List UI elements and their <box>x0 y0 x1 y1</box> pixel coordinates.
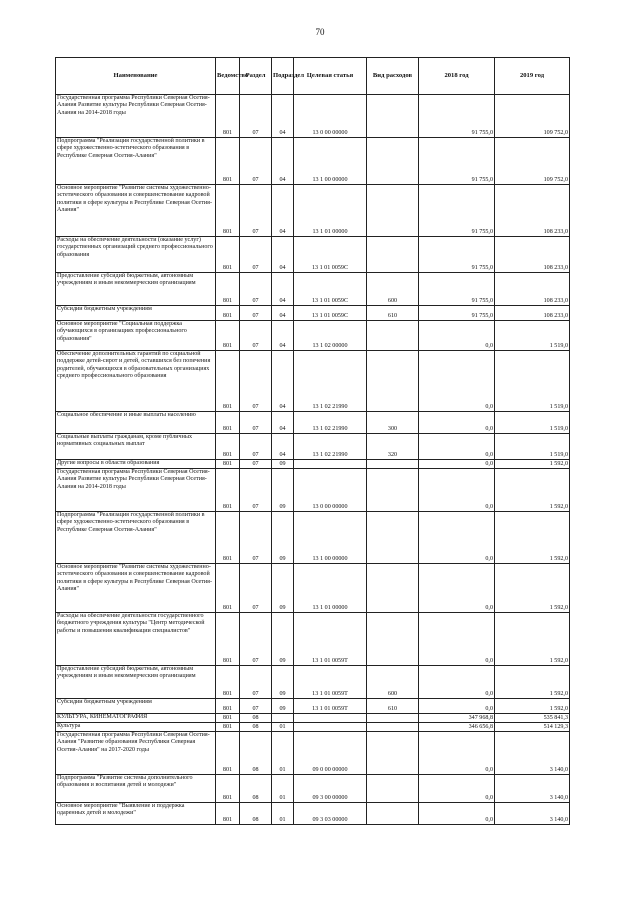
row-2018: 0,0 <box>419 803 495 825</box>
row-2019: 1 592,0 <box>495 699 570 714</box>
row-ved: 801 <box>216 732 240 775</box>
row-cs: 13 1 02 21990 <box>294 434 367 460</box>
row-name: Основное мероприятие "Развитие системы художественно-эстетического образования и совершенствование кадровой политики в сфере культуры в Республике Северная Осетия-Алания" <box>56 185 216 237</box>
row-podrazdel: 09 <box>272 564 294 613</box>
row-name: Предоставление субсидий бюджетным, автономным учреждениям и иным некоммерческим организациям <box>56 666 216 699</box>
row-cs: 13 0 00 00000 <box>294 95 367 138</box>
table-row <box>56 95 570 138</box>
row-vr: 610 <box>367 306 419 321</box>
row-ved: 801 <box>216 613 240 666</box>
row-razdel: 08 <box>240 803 272 825</box>
header-name: Наименование <box>56 58 216 95</box>
row-2018: 91 755,0 <box>419 237 495 273</box>
row-name: Расходы на обеспечение деятельности государственного бюджетного учреждения культуры "Центр методической работы и повышения квалификации специалистов" <box>56 613 216 666</box>
row-2018: 91 755,0 <box>419 273 495 306</box>
row-vr: 600 <box>367 666 419 699</box>
row-ved: 801 <box>216 138 240 185</box>
row-razdel: 07 <box>240 412 272 434</box>
row-2018: 0,0 <box>419 613 495 666</box>
row-name: КУЛЬТУРА, КИНЕМАТОГРАФИЯ <box>56 714 216 723</box>
row-2018: 0,0 <box>419 732 495 775</box>
row-razdel: 07 <box>240 351 272 412</box>
row-razdel: 07 <box>240 185 272 237</box>
row-name: Основное мероприятие "Выявление и поддержка одаренных детей и молодежи" <box>56 803 216 825</box>
row-cs: 09 3 00 00000 <box>294 775 367 803</box>
row-2018: 91 755,0 <box>419 185 495 237</box>
row-cs: 13 0 00 00000 <box>294 469 367 512</box>
row-2018: 0,0 <box>419 321 495 351</box>
table-row <box>56 306 570 321</box>
row-2018: 347 968,8 <box>419 714 495 723</box>
row-vr <box>367 723 419 732</box>
row-2018: 0,0 <box>419 775 495 803</box>
row-razdel: 08 <box>240 723 272 732</box>
header-2018: 2018 год <box>419 58 495 95</box>
row-podrazdel: 09 <box>272 469 294 512</box>
row-ved: 801 <box>216 434 240 460</box>
row-2019: 1 519,0 <box>495 321 570 351</box>
row-2019: 535 841,3 <box>495 714 570 723</box>
table-row <box>56 564 570 613</box>
row-vr <box>367 460 419 469</box>
table-row <box>56 351 570 412</box>
row-name: Основное мероприятие "Социальная поддержка обучающихся в организациях профессионального образования" <box>56 321 216 351</box>
row-vr: 300 <box>367 412 419 434</box>
row-vr: 320 <box>367 434 419 460</box>
row-name: Расходы на обеспечение деятельности (оказание услуг) государственных организаций среднего профессионального образования <box>56 237 216 273</box>
row-2019: 1 592,0 <box>495 460 570 469</box>
row-2019: 109 752,0 <box>495 138 570 185</box>
row-cs <box>294 460 367 469</box>
row-podrazdel: 04 <box>272 412 294 434</box>
row-cs: 13 1 01 0059С <box>294 237 367 273</box>
row-razdel: 07 <box>240 273 272 306</box>
header-vr: Вид расходов <box>367 58 419 95</box>
row-ved: 801 <box>216 306 240 321</box>
row-ved: 801 <box>216 512 240 564</box>
row-2018: 91 755,0 <box>419 95 495 138</box>
table-body <box>56 95 570 825</box>
row-2019: 3 140,0 <box>495 803 570 825</box>
header-podrazdel: Подраздел <box>272 58 294 95</box>
row-cs: 13 1 00 00000 <box>294 138 367 185</box>
row-podrazdel: 01 <box>272 775 294 803</box>
row-podrazdel: 04 <box>272 434 294 460</box>
row-2019: 1 592,0 <box>495 613 570 666</box>
row-podrazdel: 09 <box>272 460 294 469</box>
row-ved: 801 <box>216 351 240 412</box>
row-name: Обеспечение дополнительных гарантий по социальной поддержке детей-сирот и детей, оставшихся без попечения родителей, обучающихся в образовательных организациях среднего профессионального образования <box>56 351 216 412</box>
row-ved: 801 <box>216 412 240 434</box>
row-ved: 801 <box>216 185 240 237</box>
row-vr <box>367 351 419 412</box>
row-vr <box>367 732 419 775</box>
row-vr <box>367 512 419 564</box>
row-name: Социальные выплаты гражданам, кроме публичных нормативных социальных выплат <box>56 434 216 460</box>
row-vr <box>367 95 419 138</box>
row-cs: 13 1 01 0059С <box>294 273 367 306</box>
row-vr <box>367 613 419 666</box>
row-2019: 108 233,0 <box>495 273 570 306</box>
row-2018: 91 755,0 <box>419 138 495 185</box>
row-ved: 801 <box>216 699 240 714</box>
row-vr: 610 <box>367 699 419 714</box>
row-ved: 801 <box>216 460 240 469</box>
row-ved: 801 <box>216 564 240 613</box>
row-2019: 1 519,0 <box>495 412 570 434</box>
row-ved: 801 <box>216 714 240 723</box>
row-cs: 13 1 01 00000 <box>294 564 367 613</box>
row-name: Подпрограмма "Развитие системы дополнительного образования и воспитания детей и молодежи" <box>56 775 216 803</box>
row-name: Субсидии бюджетным учреждениям <box>56 306 216 321</box>
table-row <box>56 666 570 699</box>
row-razdel: 07 <box>240 666 272 699</box>
row-vr <box>367 775 419 803</box>
table-row <box>56 775 570 803</box>
row-ved: 801 <box>216 666 240 699</box>
table-row <box>56 321 570 351</box>
row-vr <box>367 321 419 351</box>
row-2019: 108 233,0 <box>495 237 570 273</box>
row-razdel: 07 <box>240 434 272 460</box>
row-name: Субсидии бюджетным учреждениям <box>56 699 216 714</box>
row-cs: 13 1 01 0059Т <box>294 613 367 666</box>
table-row <box>56 714 570 723</box>
row-vr <box>367 237 419 273</box>
row-name: Подпрограмма "Реализация государственной политики в сфере художественно-эстетического образования в Республике Северная Осетия-Алания" <box>56 138 216 185</box>
table-row <box>56 803 570 825</box>
row-podrazdel: 04 <box>272 95 294 138</box>
row-2018: 0,0 <box>419 666 495 699</box>
row-podrazdel: 04 <box>272 273 294 306</box>
row-vr <box>367 138 419 185</box>
row-2019: 1 519,0 <box>495 351 570 412</box>
row-2018: 91 755,0 <box>419 306 495 321</box>
row-podrazdel: 01 <box>272 803 294 825</box>
row-razdel: 07 <box>240 95 272 138</box>
row-ved: 801 <box>216 803 240 825</box>
row-2019: 3 140,0 <box>495 732 570 775</box>
row-vr <box>367 564 419 613</box>
row-ved: 801 <box>216 95 240 138</box>
row-razdel: 07 <box>240 512 272 564</box>
row-name: Предоставление субсидий бюджетным, автономным учреждениям и иным некоммерческим организациям <box>56 273 216 306</box>
row-podrazdel: 04 <box>272 321 294 351</box>
budget-table <box>55 57 570 825</box>
row-vr <box>367 803 419 825</box>
table-row <box>56 237 570 273</box>
table-header-row <box>56 58 570 95</box>
row-vr: 600 <box>367 273 419 306</box>
row-name: Государственная программа Республики Северная Осетия-Алания Развитие культуры Республики Северная Осетия-Алания на 2014-2018 годы <box>56 95 216 138</box>
row-2018: 0,0 <box>419 351 495 412</box>
row-2019: 108 233,0 <box>495 306 570 321</box>
row-razdel: 07 <box>240 699 272 714</box>
table-row <box>56 699 570 714</box>
header-ved: Ведомство <box>216 58 240 95</box>
table-row <box>56 723 570 732</box>
row-vr <box>367 185 419 237</box>
row-2018: 0,0 <box>419 564 495 613</box>
row-name: Государственная программа Республики Северная Осетия-Алания Развитие культуры Республики Северная Осетия-Алания на 2014-2018 годы <box>56 469 216 512</box>
row-cs: 13 1 00 00000 <box>294 512 367 564</box>
row-podrazdel: 09 <box>272 512 294 564</box>
row-razdel: 07 <box>240 306 272 321</box>
table-row <box>56 434 570 460</box>
row-razdel: 07 <box>240 564 272 613</box>
row-podrazdel: 04 <box>272 138 294 185</box>
row-2019: 108 233,0 <box>495 185 570 237</box>
row-2018: 346 656,8 <box>419 723 495 732</box>
row-cs: 13 1 02 21990 <box>294 351 367 412</box>
row-razdel: 07 <box>240 460 272 469</box>
table-row <box>56 512 570 564</box>
row-podrazdel: 04 <box>272 185 294 237</box>
row-ved: 801 <box>216 237 240 273</box>
row-razdel: 07 <box>240 469 272 512</box>
row-podrazdel: 04 <box>272 306 294 321</box>
table-row <box>56 412 570 434</box>
row-cs <box>294 723 367 732</box>
row-razdel: 08 <box>240 714 272 723</box>
row-cs: 13 1 01 0059С <box>294 306 367 321</box>
row-2019: 1 592,0 <box>495 512 570 564</box>
row-cs: 13 1 02 00000 <box>294 321 367 351</box>
row-podrazdel: 01 <box>272 732 294 775</box>
header-cs: Целевая статья <box>294 58 367 95</box>
row-2018: 0,0 <box>419 412 495 434</box>
row-podrazdel: 09 <box>272 699 294 714</box>
page-number: 70 <box>315 27 325 37</box>
row-vr <box>367 714 419 723</box>
row-2019: 514 129,3 <box>495 723 570 732</box>
row-cs: 09 0 00 00000 <box>294 732 367 775</box>
row-podrazdel: 04 <box>272 351 294 412</box>
row-2019: 1 519,0 <box>495 434 570 460</box>
row-name: Подпрограмма "Реализация государственной политики в сфере художественно-эстетического образования в Республике Северная Осетия-Алания" <box>56 512 216 564</box>
row-razdel: 07 <box>240 613 272 666</box>
table-row <box>56 613 570 666</box>
row-cs: 13 1 01 0059Т <box>294 666 367 699</box>
row-2018: 0,0 <box>419 512 495 564</box>
row-vr <box>367 469 419 512</box>
row-razdel: 08 <box>240 732 272 775</box>
row-ved: 801 <box>216 775 240 803</box>
row-ved: 801 <box>216 469 240 512</box>
row-cs: 09 3 03 00000 <box>294 803 367 825</box>
row-razdel: 07 <box>240 138 272 185</box>
row-name: Государственная программа Республики Северная Осетия-Алания "Развитие образования Республики Северная Осетия-Алания" на 2017-2020 годы <box>56 732 216 775</box>
row-2019: 3 140,0 <box>495 775 570 803</box>
table-row <box>56 185 570 237</box>
row-cs: 13 1 01 0059Т <box>294 699 367 714</box>
row-razdel: 07 <box>240 237 272 273</box>
row-podrazdel: 09 <box>272 613 294 666</box>
row-2018: 0,0 <box>419 469 495 512</box>
row-podrazdel: 09 <box>272 666 294 699</box>
row-cs: 13 1 01 00000 <box>294 185 367 237</box>
row-name: Основное мероприятие "Развитие системы художественно-эстетического образования и совершенствование кадровой политики в сфере культуры в Республике Северная Осетия-Алания" <box>56 564 216 613</box>
row-cs: 13 1 02 21990 <box>294 412 367 434</box>
row-razdel: 08 <box>240 775 272 803</box>
row-name: Социальное обеспечение и иные выплаты населению <box>56 412 216 434</box>
table-row <box>56 732 570 775</box>
row-2018: 0,0 <box>419 460 495 469</box>
row-razdel: 07 <box>240 321 272 351</box>
row-2018: 0,0 <box>419 699 495 714</box>
row-ved: 801 <box>216 273 240 306</box>
row-2019: 1 592,0 <box>495 666 570 699</box>
table-row <box>56 469 570 512</box>
row-cs <box>294 714 367 723</box>
row-2018: 0,0 <box>419 434 495 460</box>
row-2019: 109 752,0 <box>495 95 570 138</box>
row-podrazdel <box>272 714 294 723</box>
table-row <box>56 273 570 306</box>
table-row <box>56 138 570 185</box>
row-2019: 1 592,0 <box>495 469 570 512</box>
row-name: Культура <box>56 723 216 732</box>
row-2019: 1 592,0 <box>495 564 570 613</box>
table-row <box>56 460 570 469</box>
row-podrazdel: 01 <box>272 723 294 732</box>
row-ved: 801 <box>216 321 240 351</box>
row-name: Другие вопросы в области образования <box>56 460 216 469</box>
row-podrazdel: 04 <box>272 237 294 273</box>
header-razdel: Раздел <box>240 58 272 95</box>
row-ved: 801 <box>216 723 240 732</box>
header-2019: 2019 год <box>495 58 570 95</box>
